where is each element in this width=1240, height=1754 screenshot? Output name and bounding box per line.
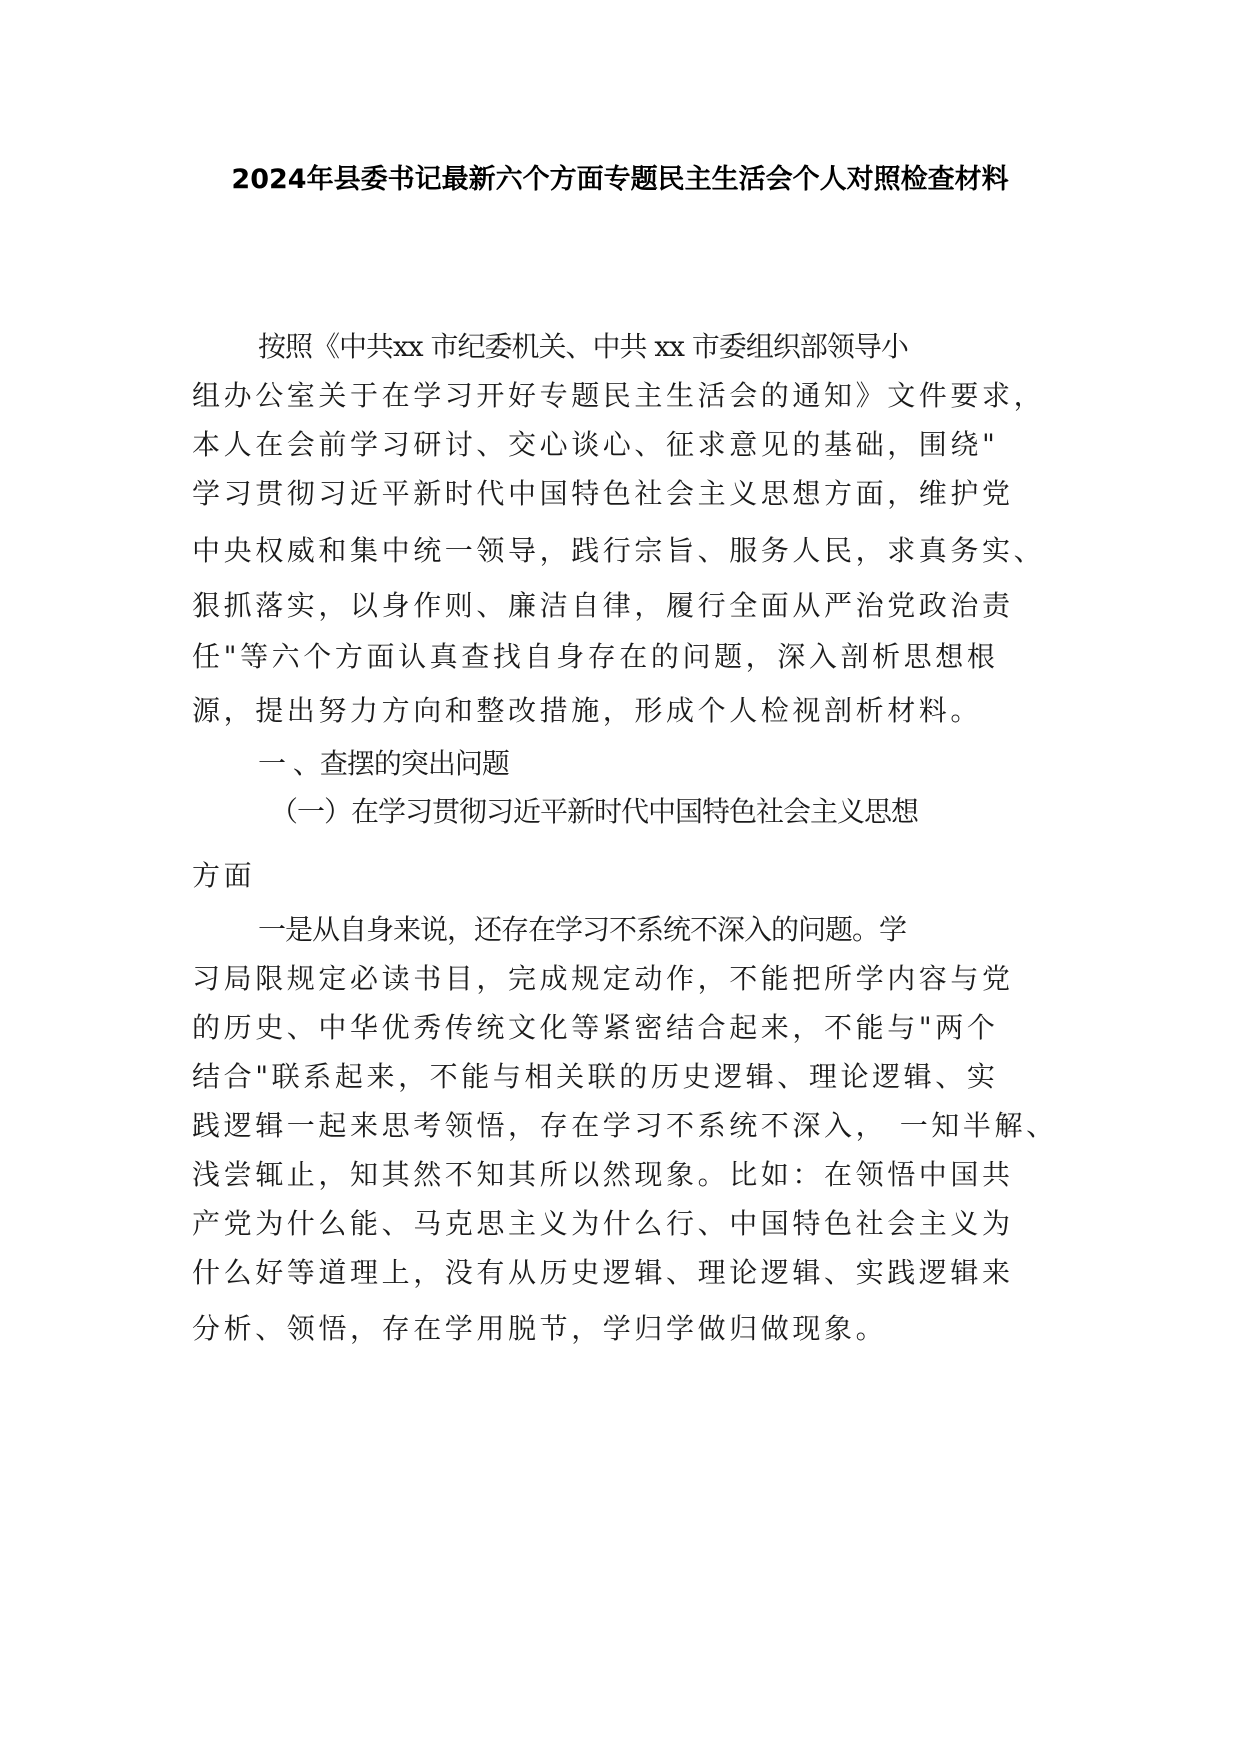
paragraph-line: 组办公室关于在学习开好专题民主生活会的通知》文件要求， (192, 379, 1046, 412)
paragraph-line: 践逻辑一起来思考领悟，存在学习不系统不深入， 一知半解、 (192, 1109, 1058, 1142)
document-title: 2024年县委书记最新六个方面专题民主生活会个人对照检查材料 (231, 164, 1009, 195)
subsection-heading: （一）在学习贯彻习近平新时代中国特色社会主义思想 (270, 795, 919, 828)
paragraph-line: 中央权威和集中统一领导，践行宗旨、服务人民，求真务实、 (192, 534, 1046, 567)
subsection-heading-continued: 方面 (192, 859, 256, 892)
paragraph-line: 源，提出努力方向和整改措施，形成个人检视剖析材料。 (192, 694, 983, 727)
paragraph-line: 本人在会前学习研讨、交心谈心、征求意见的基础，围绕" (192, 428, 999, 461)
paragraph-line: 浅尝辄止，知其然不知其所以然现象。比如：在领悟中国共 (192, 1158, 1014, 1191)
paragraph-line: 习局限规定必读书目，完成规定动作，不能把所学内容与党 (192, 962, 1014, 995)
paragraph-line: 产党为什么能、马克思主义为什么行、中国特色社会主义为 (192, 1207, 1014, 1240)
section-heading: 一 、查摆的突出问题 (258, 747, 509, 780)
paragraph-line: 学习贯彻习近平新时代中国特色社会主义思想方面，维护党 (192, 477, 1014, 510)
paragraph-line: 的历史、中华优秀传统文化等紧密结合起来，不能与"两个 (192, 1011, 999, 1044)
paragraph-line: 狠抓落实，以身作则、廉洁自律，履行全面从严治党政治责 (192, 589, 1014, 622)
paragraph-line: 按照《中共xx 市纪委机关、中共 xx 市委组织部领导小 (258, 330, 908, 363)
paragraph-line: 什么好等道理上，没有从历史逻辑、理论逻辑、实践逻辑来 (192, 1256, 1014, 1289)
paragraph-line: 分析、领悟，存在学用脱节，学归学做归做现象。 (192, 1312, 888, 1345)
paragraph-line: 结合"联系起来，不能与相关联的历史逻辑、理论逻辑、实 (192, 1060, 999, 1093)
paragraph-line: 任"等六个方面认真查找自身存在的问题，深入剖析思想根 (192, 640, 999, 673)
paragraph-line: 一是从自身来说，还存在学习不系统不深入的问题。学 (258, 913, 907, 946)
